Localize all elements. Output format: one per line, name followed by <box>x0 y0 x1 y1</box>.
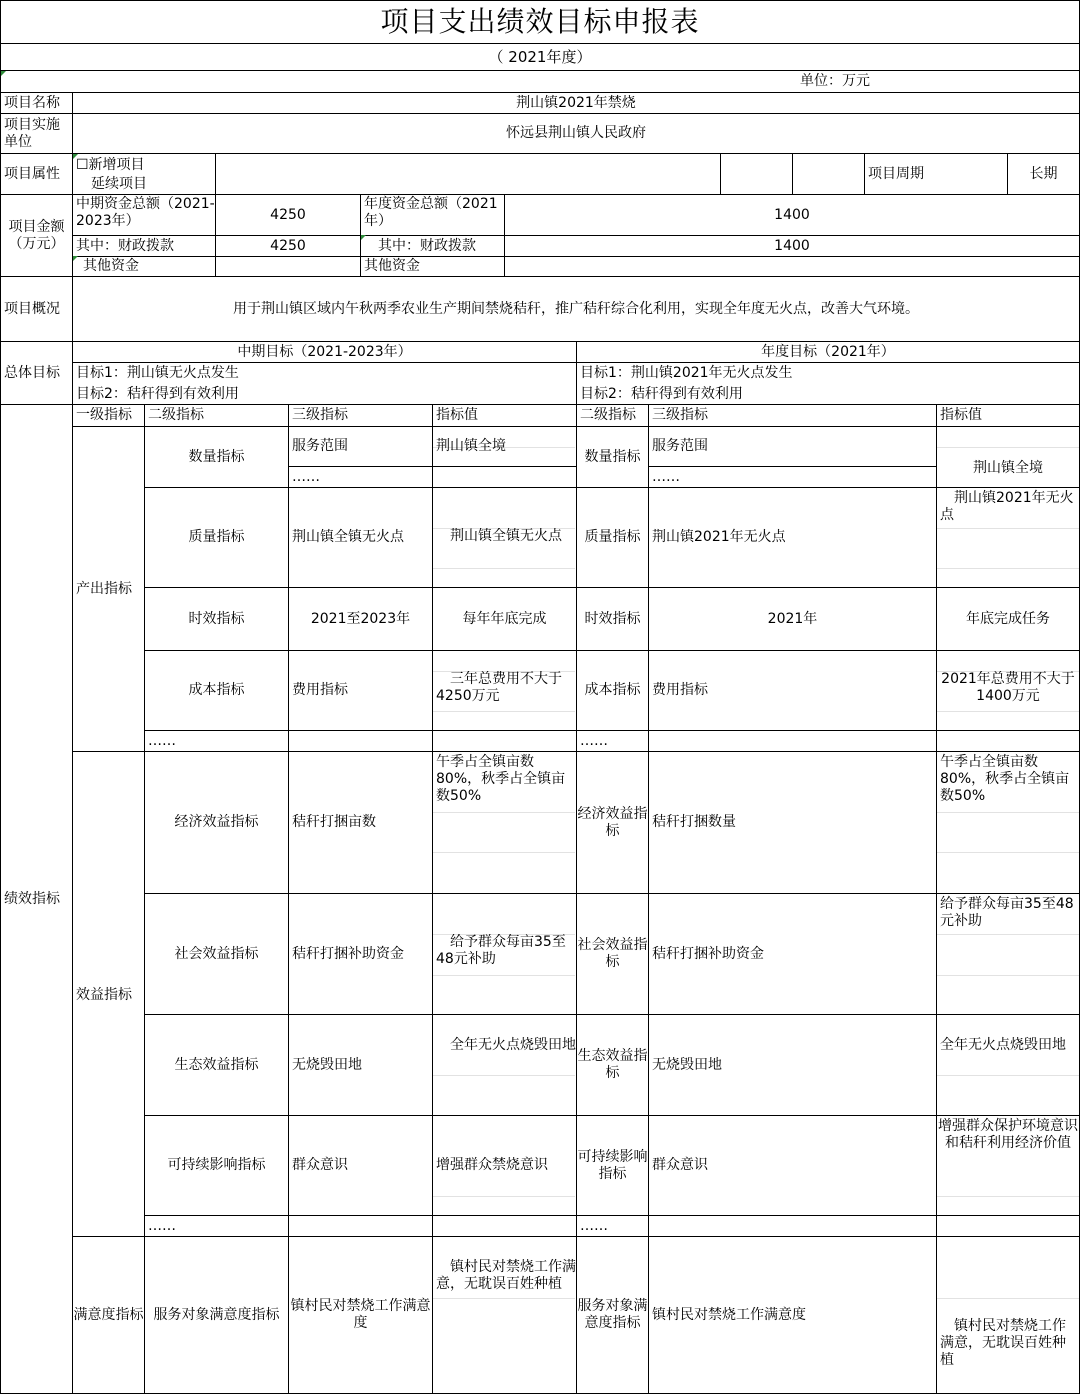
project-period-value: 长期 <box>1029 165 1058 182</box>
header-level2-year: 二级指标 <box>580 407 636 423</box>
qty-ellipsis: …… <box>292 468 320 485</box>
overview-text: 用于荆山镇区域内午秋两季农业生产期间禁烧秸秆，推广秸秆综合化利用，实现全年度无火点，改善大气环境。 <box>233 300 919 317</box>
header-level2: 二级指标 <box>148 407 204 423</box>
year-fiscal-value: 1400 <box>774 237 810 254</box>
quality-value: 荆山镇全镇无火点 <box>450 528 562 544</box>
time-value-year: 年底完成任务 <box>966 610 1050 627</box>
year-goal-1: 目标1：荆山镇2021年无火点发生 <box>580 364 793 381</box>
year-fiscal-label: 其中：财政拨款 <box>378 237 476 254</box>
goals-label: 总体目标 <box>4 364 60 381</box>
project-period-label: 项目周期 <box>868 165 924 182</box>
sustain-level2: 可持续影响指标 <box>167 1157 266 1173</box>
mid-goal-header: 中期目标（2021-2023年） <box>237 343 412 360</box>
sustain-level3-year: 群众意识 <box>652 1157 708 1173</box>
eco-level2: 生态效益指标 <box>174 1056 259 1073</box>
header-value: 指标值 <box>436 407 478 423</box>
qty-value-year: 荆山镇全境 <box>973 459 1043 476</box>
unit-label: 单位：万元 <box>800 73 870 89</box>
project-org-label: 项目实施单位 <box>4 117 60 150</box>
time-level2-year: 时效指标 <box>584 610 641 627</box>
year-goal-2: 目标2：秸秆得到有效利用 <box>580 385 743 402</box>
time-level3: 2021至2023年 <box>310 610 411 627</box>
eco-level2-year: 生态效益指标 <box>577 1048 648 1081</box>
econ-value-year: 午季占全镇亩数80%，秋季占全镇亩数50% <box>940 754 1070 804</box>
project-name-label: 项目名称 <box>4 94 60 111</box>
econ-level2: 经济效益指标 <box>174 814 259 830</box>
econ-level3: 秸秆打捆亩数 <box>292 814 376 830</box>
satisfaction-indicator-label: 满意度指标 <box>73 1306 144 1323</box>
qty-level2-year: 数量指标 <box>584 448 641 465</box>
econ-level2-year: 经济效益指标 <box>577 805 648 839</box>
cost-level2: 成本指标 <box>188 682 245 698</box>
eco-level3: 无烧毁田地 <box>292 1056 362 1073</box>
time-value: 每年年底完成 <box>462 610 547 627</box>
output-indicator-label: 产出指标 <box>76 580 132 597</box>
satis-value: 镇村民对禁烧工作满意，无耽误百姓种植 <box>436 1259 576 1292</box>
mid-other-label: 其他资金 <box>83 258 139 274</box>
quality-level2-year: 质量指标 <box>584 529 641 545</box>
satis-level2-year: 服务对象满意度指标 <box>577 1298 648 1331</box>
funds-label: 项目金额（万元） <box>8 218 65 252</box>
quality-value-year: 荆山镇2021年无火点 <box>940 490 1074 523</box>
social-value: 给予群众每亩35至48元补助 <box>436 934 566 967</box>
time-level2: 时效指标 <box>188 610 245 627</box>
mid-fiscal-value: 4250 <box>270 237 306 254</box>
header-level3: 三级指标 <box>292 407 348 423</box>
cost-level3-year: 费用指标 <box>652 682 708 698</box>
sustain-value-year: 增强群众保护环境意识和秸秆利用经济价值 <box>938 1118 1078 1151</box>
sustain-level2-year: 可持续影响指标 <box>577 1148 648 1182</box>
satis-level3-year: 镇村民对禁烧工作满意度 <box>652 1306 806 1323</box>
benefit-indicator-label: 效益指标 <box>76 986 132 1003</box>
quality-level3: 荆山镇全镇无火点 <box>292 529 404 545</box>
satis-level2: 服务对象满意度指标 <box>153 1306 280 1323</box>
output-ellipsis: …… <box>148 732 176 749</box>
mid-fiscal-label: 其中：财政拨款 <box>76 237 174 254</box>
indicators-section-label: 绩效指标 <box>4 890 60 907</box>
benefit-ellipsis-year: …… <box>580 1217 608 1234</box>
mid-total-label: 中期资金总额（2021-2023年） <box>76 196 215 229</box>
output-ellipsis-year: …… <box>580 732 608 749</box>
project-org-value: 怀远县荆山镇人民政府 <box>506 125 646 141</box>
qty-level2: 数量指标 <box>188 448 245 465</box>
cost-level2-year: 成本指标 <box>584 682 641 698</box>
quality-level2: 质量指标 <box>188 529 245 545</box>
qty-value: 荆山镇全境 <box>436 438 506 454</box>
cost-value: 三年总费用不大于4250万元 <box>436 671 562 704</box>
project-attr-label: 项目属性 <box>4 165 60 182</box>
header-level1: 一级指标 <box>76 407 132 423</box>
social-level2-year: 社会效益指标 <box>577 937 648 970</box>
eco-level3-year: 无烧毁田地 <box>652 1056 722 1073</box>
econ-level3-year: 秸秆打捆数量 <box>652 814 736 830</box>
cost-value-year: 2021年总费用不大于1400万元 <box>941 671 1075 704</box>
eco-value: 全年无火点烧毁田地 <box>450 1037 576 1053</box>
mid-goal-1: 目标1：荆山镇无火点发生 <box>76 364 239 381</box>
year-total-value: 1400 <box>774 206 810 223</box>
satis-value-year: 镇村民对禁烧工作满意，无耽误百姓种植 <box>940 1318 1066 1368</box>
year-goal-header: 年度目标（2021年） <box>761 343 895 360</box>
overview-label: 项目概况 <box>4 300 60 317</box>
satis-level3: 镇村民对禁烧工作满意度 <box>290 1298 431 1331</box>
year-line: （ 2021年度） <box>488 47 592 66</box>
form-title: 项目支出绩效目标申报表 <box>380 5 700 38</box>
time-level3-year: 2021年 <box>767 610 818 627</box>
quality-level3-year: 荆山镇2021年无火点 <box>652 529 786 545</box>
attr-continued-label: 延续项目 <box>91 176 147 192</box>
qty-ellipsis-year: …… <box>652 468 680 485</box>
benefit-ellipsis: …… <box>148 1217 176 1234</box>
social-level3: 秸秆打捆补助资金 <box>292 945 404 962</box>
econ-value: 午季占全镇亩数80%，秋季占全镇亩数50% <box>436 754 566 804</box>
social-level3-year: 秸秆打捆补助资金 <box>652 945 764 962</box>
qty-level3-year: 服务范围 <box>652 438 708 454</box>
year-other-label: 其他资金 <box>364 258 420 274</box>
mid-goal-2: 目标2：秸秆得到有效利用 <box>76 385 239 402</box>
header-level3-year: 三级指标 <box>652 407 708 423</box>
mid-total-value: 4250 <box>270 206 306 223</box>
cost-level3: 费用指标 <box>292 682 348 698</box>
attr-new-checkbox[interactable]: ☐新增项目 <box>76 156 145 173</box>
qty-level3: 服务范围 <box>292 438 348 454</box>
header-value-year: 指标值 <box>940 407 982 423</box>
sustain-level3: 群众意识 <box>292 1157 348 1173</box>
social-value-year: 给予群众每亩35至48元补助 <box>940 896 1074 929</box>
year-total-label: 年度资金总额（2021年） <box>364 196 498 229</box>
sustain-value: 增强群众禁烧意识 <box>436 1157 548 1173</box>
social-level2: 社会效益指标 <box>174 945 259 962</box>
eco-value-year: 全年无火点烧毁田地 <box>940 1037 1066 1053</box>
project-name-value: 荆山镇2021年禁烧 <box>516 94 636 111</box>
